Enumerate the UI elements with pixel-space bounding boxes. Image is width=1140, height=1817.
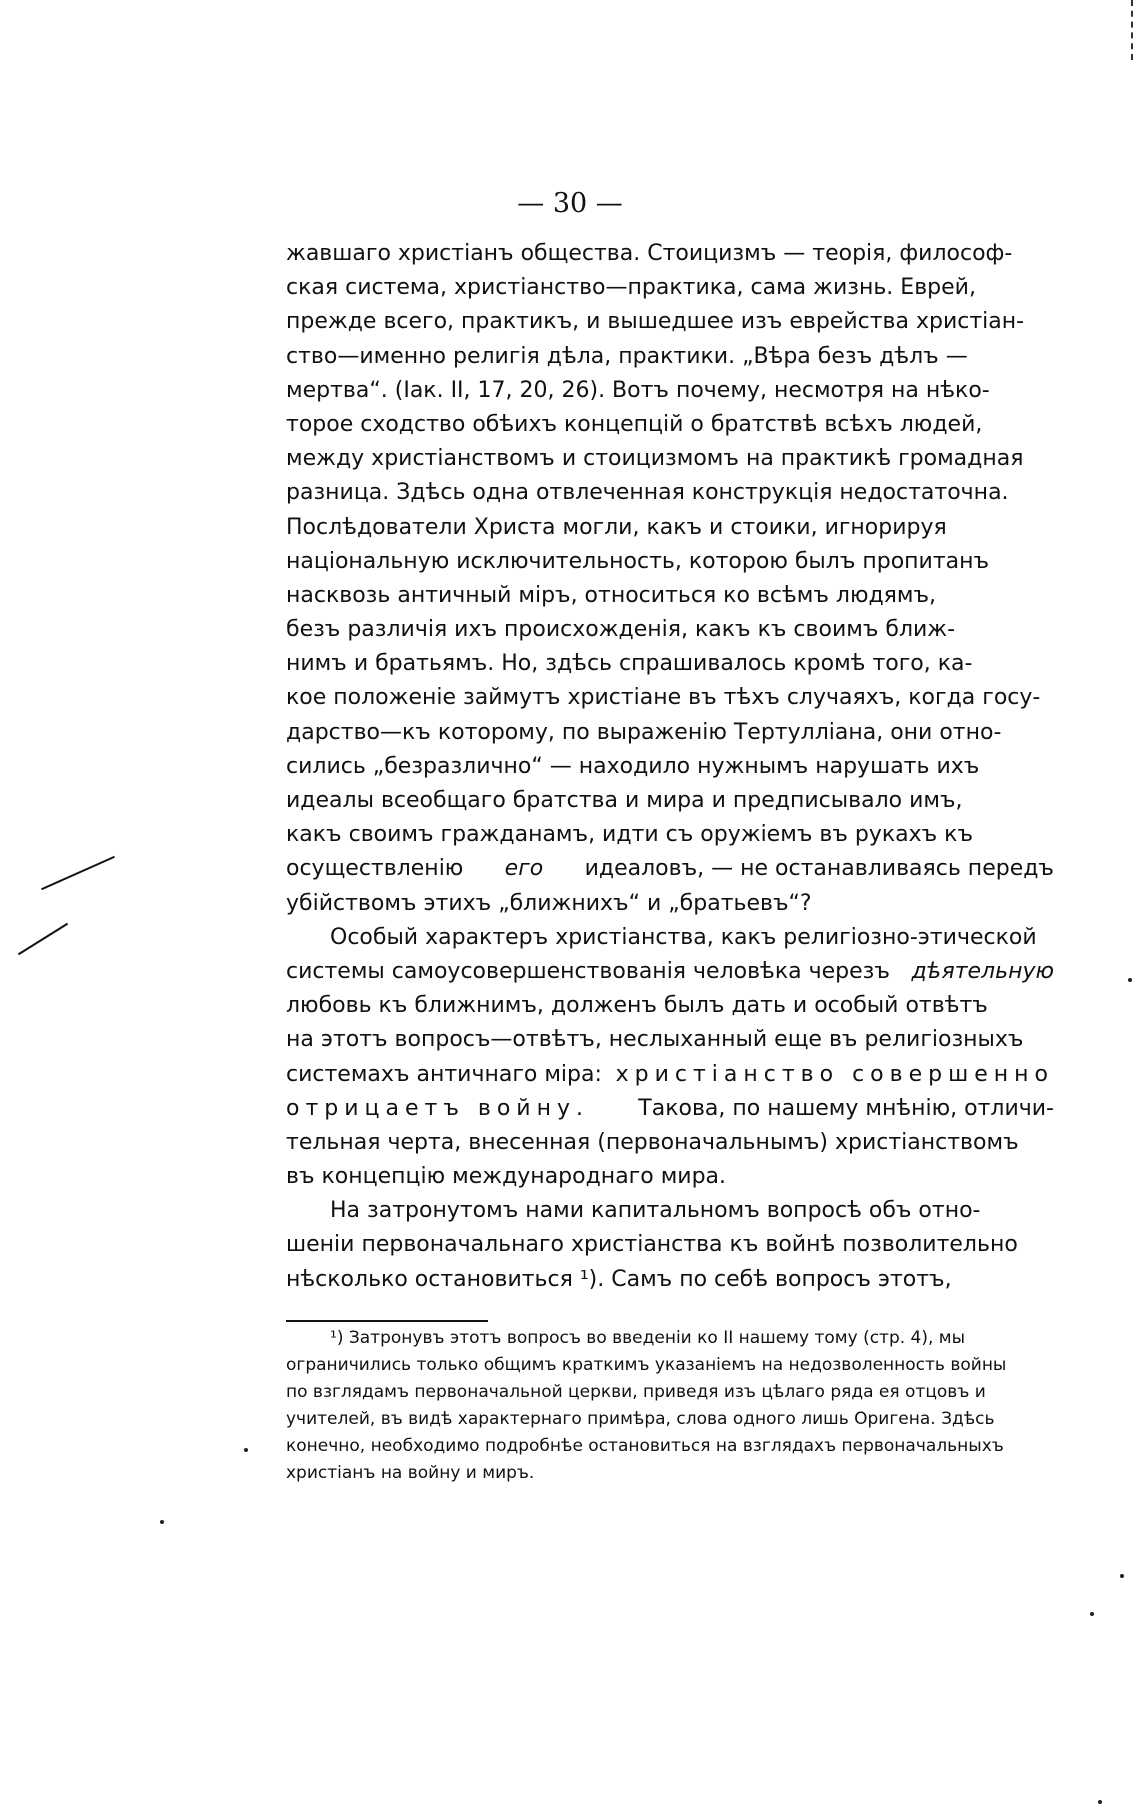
text-line: нимъ и братьямъ. Но, здѣсь спрашивалось кромѣ того, ка- (286, 651, 973, 677)
text-line: разница. Здѣсь одна отвлеченная конструкція недостаточна. (286, 480, 1009, 506)
text-line: въ концепцію международнаго мира. (286, 1164, 727, 1190)
text-line: Послѣдователи Христа могли, какъ и стоики, игнорируя (286, 514, 947, 540)
footnote-line: по взглядамъ первоначальной церкви, приведя изъ цѣлаго ряда ея отцовъ и (286, 1382, 986, 1402)
text-line: На затронутомъ нами капитальномъ вопросѣ объ отно- (330, 1198, 981, 1224)
footnote (286, 1325, 1054, 1487)
text-line: отрицаетъ войну. Такова, по нашему мнѣнію, отличи- (286, 1092, 1054, 1126)
text-line: тельная черта, внесенная (первоначальнымъ) христіанствомъ (286, 1129, 1019, 1155)
italic-word: дѣятельную (911, 958, 1054, 984)
text-line: сились „безразлично“ — находило нужнымъ нарушать ихъ (286, 753, 980, 779)
margin-pencil-mark (18, 923, 68, 955)
scan-speck (1090, 1612, 1094, 1616)
italic-word: его (504, 856, 544, 882)
footnote-line: ¹) Затронувъ этотъ вопросъ во введеніи ко II нашему тому (стр. 4), мы (330, 1328, 966, 1348)
text-line: кое положеніе займутъ христіане въ тѣхъ случаяхъ, когда госу- (286, 685, 1041, 711)
main-text (286, 237, 1054, 1297)
text-line: Особый характеръ христіанства, какъ религіозно-этической (330, 924, 1037, 950)
spaced-emphasis: христіанство совершенно (615, 1061, 1054, 1087)
text-line: безъ различія ихъ происхожденія, какъ къ своимъ ближ- (286, 617, 956, 643)
text-line: между христіанствомъ и стоицизмомъ на практикѣ громадная (286, 446, 1024, 472)
text-line: насквозь античный міръ, относиться ко всѣмъ людямъ, (286, 582, 937, 608)
text-line: національную исключительность, которою былъ пропитанъ (286, 548, 990, 574)
scan-edge-line (1131, 0, 1133, 60)
text-line: на этотъ вопросъ—отвѣтъ, неслыханный еще въ религіозныхъ (286, 1027, 1024, 1053)
scan-speck (1098, 1800, 1102, 1804)
footnote-line: ограничились только общимъ краткимъ указаніемъ на недозволенность войны (286, 1355, 1007, 1375)
scan-speck (1128, 978, 1132, 982)
margin-pencil-mark (41, 856, 115, 890)
text-line: идеалы всеобщаго братства и мира и предписывало имъ, (286, 788, 963, 813)
scan-speck (1120, 1574, 1124, 1578)
text-line: нѣсколько остановиться ¹). Самъ по себѣ вопросъ этотъ, (286, 1266, 952, 1292)
spaced-emphasis: отрицаетъ войну. (286, 1095, 590, 1121)
scan-speck (160, 1520, 164, 1524)
text-line: какъ своимъ гражданамъ, идти съ оружіемъ въ рукахъ къ (286, 822, 973, 848)
text-line: любовь къ ближнимъ, долженъ былъ дать и особый отвѣтъ (286, 993, 988, 1019)
text-line: системахъ античнаго міра: христіанство совершенно (286, 1058, 1054, 1092)
text-line: мертва“. (Іак. II, 17, 20, 26). Вотъ почему, несмотря на нѣко- (286, 377, 990, 403)
footnote-rule (286, 1320, 488, 1322)
text-line: осуществленію его идеаловъ, — не останавливаясь передъ (286, 852, 1054, 886)
text-line: дарство—къ которому, по выраженію Тертулліана, они отно- (286, 719, 1002, 745)
text-line: системы самоусовершенствованія человѣка черезъ дѣятельную (286, 955, 1054, 989)
footnote-line: учителей, въ видѣ характернаго примѣра, слова одного лишь Оригена. Здѣсь (286, 1409, 995, 1429)
text-line: ство—именно религія дѣла, практики. „Вѣра безъ дѣлъ — (286, 343, 968, 369)
scan-speck (244, 1448, 248, 1452)
footnote-line: конечно, необходимо подробнѣе остановиться на взглядахъ первоначальныхъ (286, 1436, 1004, 1456)
text-line: торое сходство обѣихъ концепцій о братствѣ всѣхъ людей, (286, 411, 983, 437)
text-line: убійствомъ этихъ „ближнихъ“ и „братьевъ“? (286, 890, 812, 916)
page-number: — 30 — (517, 188, 623, 219)
text-line: ская система, христіанство—практика, сама жизнь. Еврей, (286, 275, 976, 301)
text-line: прежде всего, практикъ, и вышедшее изъ еврейства христіан- (286, 309, 1025, 335)
footnote-line: христіанъ на войну и миръ. (286, 1463, 535, 1483)
text-line: жавшаго христіанъ общества. Стоицизмъ — теорія, философ- (286, 241, 1013, 266)
text-line: шеніи первоначальнаго христіанства къ войнѣ позволительно (286, 1232, 1018, 1258)
